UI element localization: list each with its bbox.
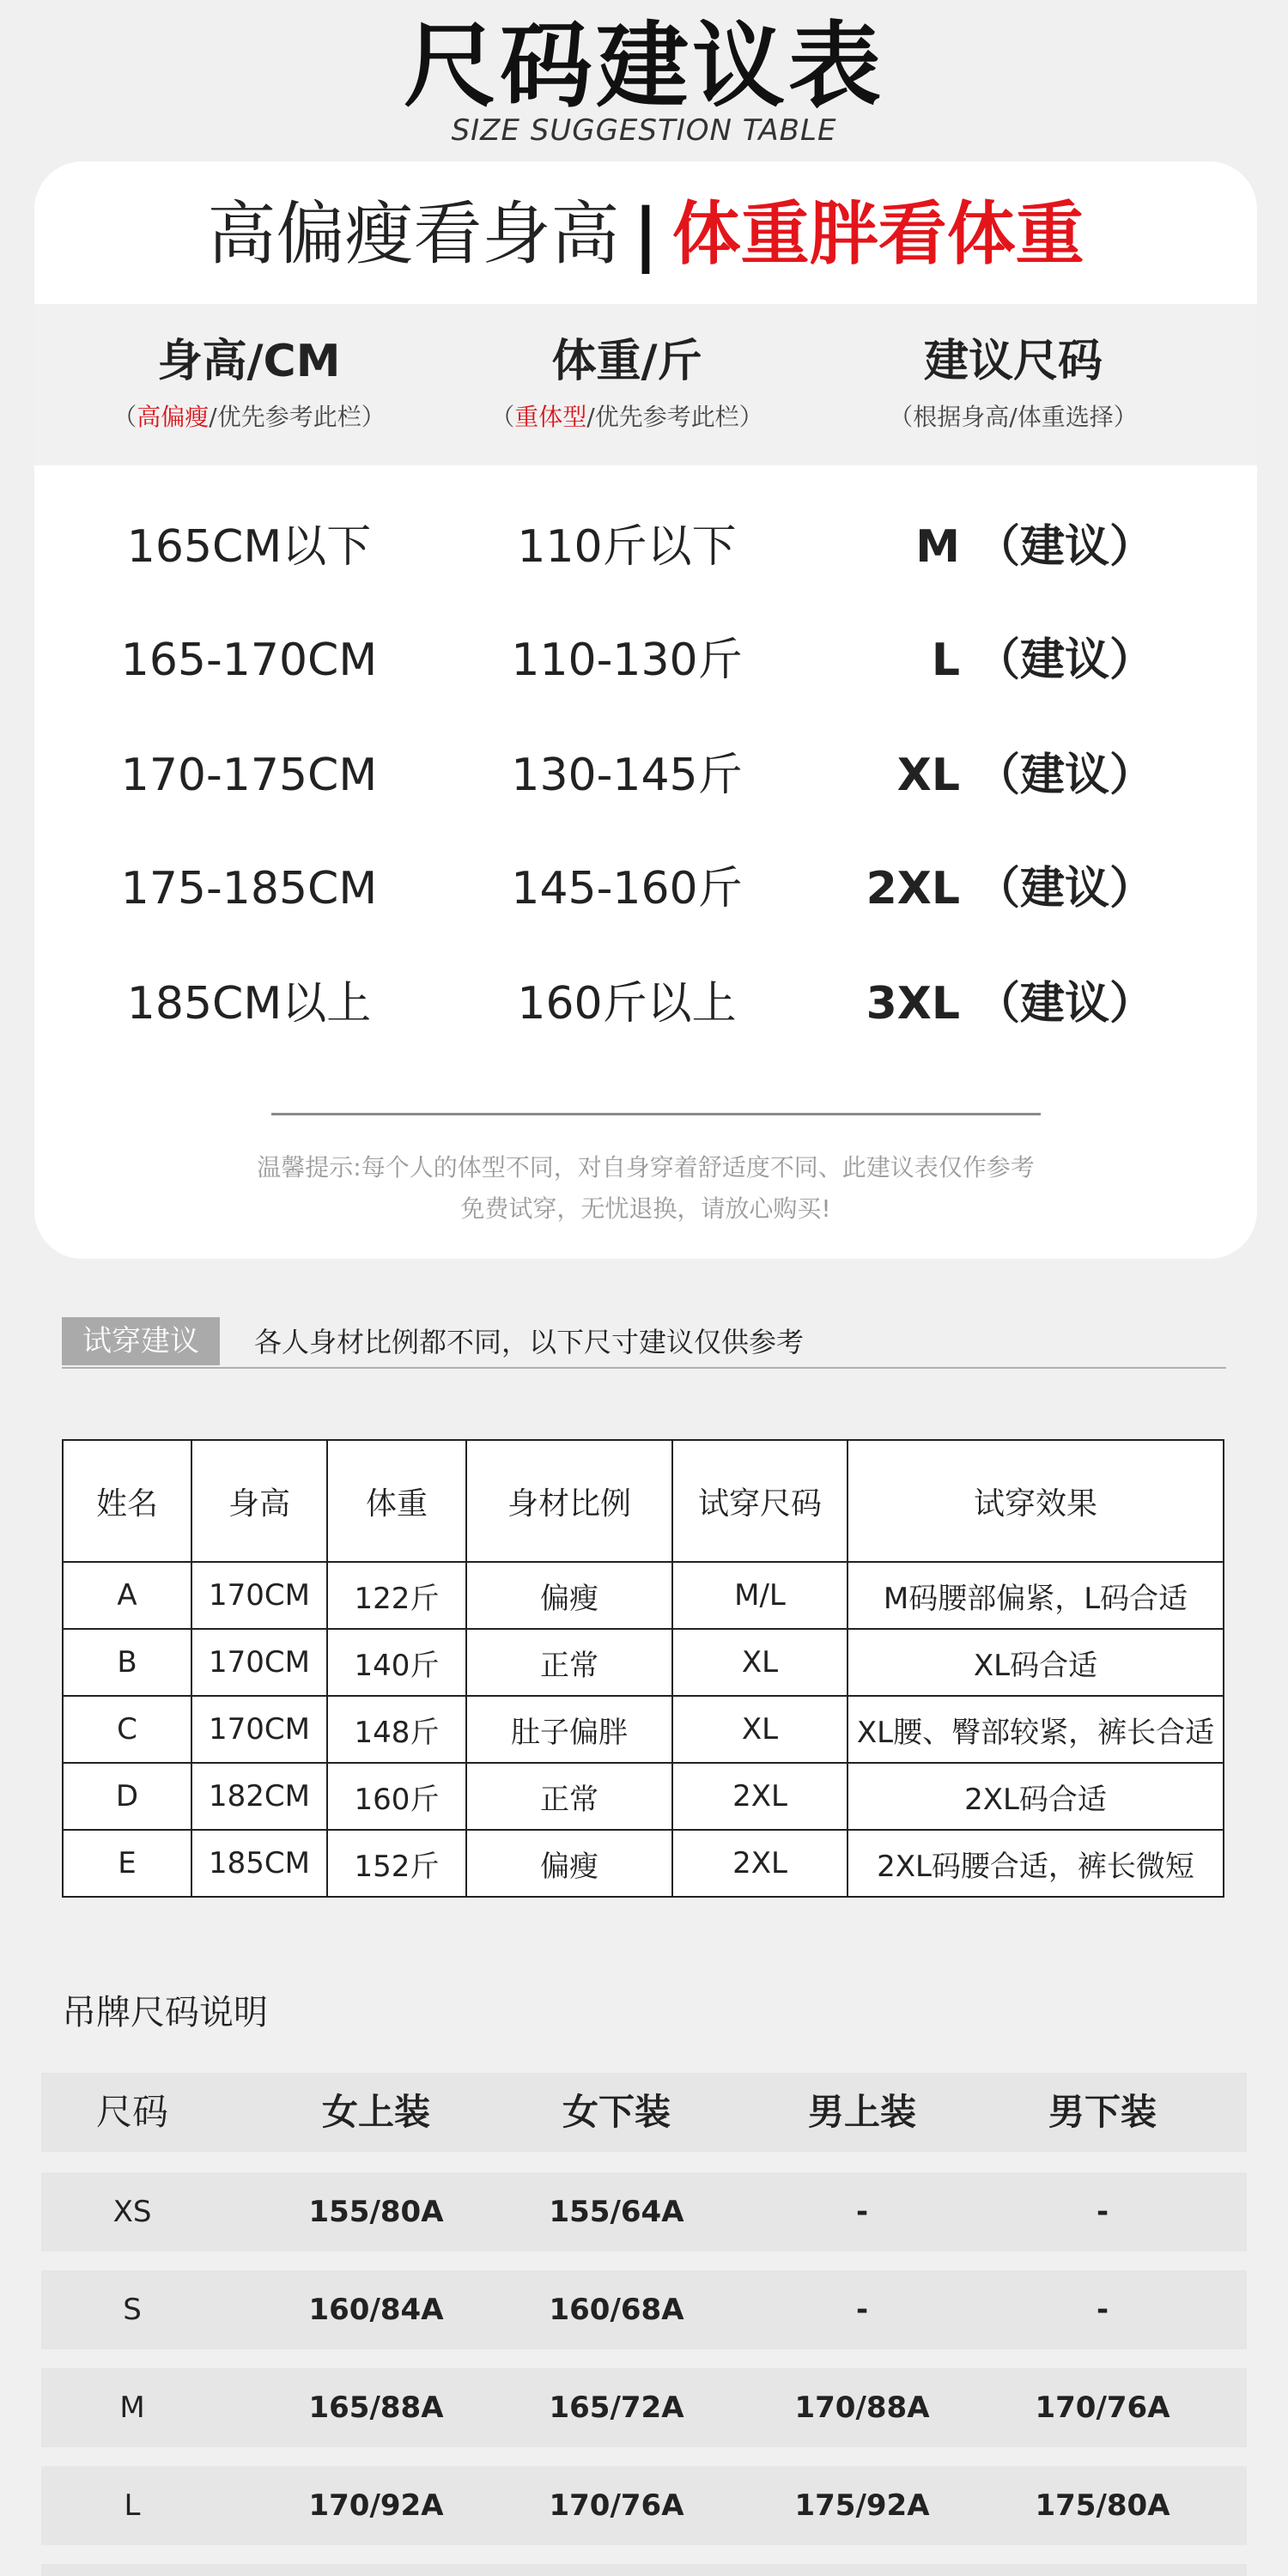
table-cell: - [1096,2293,1109,2327]
table-cell: L [124,2488,141,2523]
try-on-description: 各人身材比例都不同，以下尺寸建议仅供参考 [254,1326,805,1358]
column-header-size [824,333,1202,433]
table-cell: 肚子偏胖 [466,1696,672,1763]
table-cell: - [1096,2195,1109,2229]
table-cell: 160/68A [549,2293,684,2327]
table-cell: 170CM [191,1629,327,1696]
table-row [63,1830,1224,1897]
table-cell: 182CM [191,1763,327,1830]
header-cell: 身材比例 [466,1440,672,1562]
table-cell: 122斤 [327,1562,466,1629]
column-header-height [69,333,429,433]
size-cell: XL （建议） [896,750,1155,801]
table-cell: XL腰、臀部较紧，裤长合适 [848,1696,1224,1763]
table-cell: 正常 [466,1629,672,1696]
table-cell: 148斤 [327,1696,466,1763]
size-table-header [34,304,1257,465]
header-cell: 试穿尺码 [672,1440,848,1562]
table-cell: XL码合适 [848,1629,1224,1696]
tip-note-line1: 温馨提示:每个人的体型不同，对自身穿着舒适度不同、此建议表仅作参考 [257,1153,1035,1182]
table-cell: 175/80A [1035,2488,1170,2523]
weight-cell: 145-160斤 [511,863,743,914]
size-suggestion-card [34,161,1257,1259]
table-row [63,1629,1224,1696]
weight-cell: 160斤以上 [517,978,737,1030]
tag-size-row [41,2270,1247,2349]
size-row [34,965,1257,1042]
table-cell: D [63,1763,191,1830]
column-header-weight [447,333,807,433]
table-cell: 2XL码合适 [848,1763,1224,1830]
try-on-section-header [62,1317,1226,1369]
slogan-right: 体重胖看体重 [671,194,1084,274]
column-note: （高偏瘦/优先参考此栏） [112,403,386,431]
table-cell: 185CM [191,1830,327,1897]
size-row [34,850,1257,927]
table-cell: 偏瘦 [466,1830,672,1897]
page-header [0,0,1288,163]
try-on-header-row [63,1440,1224,1562]
column-note: （重体型/优先参考此栏） [490,403,763,431]
table-cell: 170/92A [308,2488,444,2523]
header-cell: 女上装 [321,2091,430,2133]
table-cell: E [63,1830,191,1897]
table-row [63,1562,1224,1629]
table-cell: 155/80A [308,2195,444,2229]
table-cell: C [63,1696,191,1763]
table-cell: - [855,2293,869,2327]
table-cell: 正常 [466,1763,672,1830]
size-cell: 3XL （建议） [866,978,1155,1030]
size-cell: M （建议） [915,521,1155,573]
column-title: 体重/斤 [551,336,702,387]
size-cell: 2XL （建议） [866,863,1155,914]
header-cell: 身高 [191,1440,327,1562]
header-cell: 男下装 [1048,2091,1157,2133]
header-cell: 女下装 [562,2091,671,2133]
table-cell: - [855,2195,869,2229]
tag-size-header-row [41,2073,1247,2152]
table-cell: 152斤 [327,1830,466,1897]
table-cell: M [119,2391,145,2425]
table-cell: A [63,1562,191,1629]
slogan-separator: | [633,194,659,274]
height-cell: 165-170CM [120,635,378,686]
size-row [34,737,1257,814]
try-on-tag: 试穿建议 [62,1317,220,1365]
table-cell: 170CM [191,1696,327,1763]
table-cell: 155/64A [549,2195,684,2229]
size-row [34,508,1257,586]
table-cell: M码腰部偏紧，L码合适 [848,1562,1224,1629]
table-cell: 170/88A [794,2391,930,2425]
table-cell: 160斤 [327,1763,466,1830]
table-cell: 175/92A [794,2488,930,2523]
header-cell: 试穿效果 [848,1440,1224,1562]
height-cell: 170-175CM [120,750,378,801]
tip-note-line2: 免费试穿，无忧退换，请放心购买! [460,1194,831,1223]
header-cell: 男上装 [807,2091,916,2133]
table-cell: 140斤 [327,1629,466,1696]
table-row [63,1763,1224,1830]
weight-cell: 110-130斤 [511,635,743,686]
try-on-table [62,1439,1224,1898]
page-title: 尺码建议表 [403,13,884,120]
table-cell: XL [672,1629,848,1696]
header-cell: 体重 [327,1440,466,1562]
table-cell: 2XL [672,1830,848,1897]
height-cell: 165CM以下 [126,521,372,573]
column-title: 建议尺码 [923,336,1103,387]
table-row [63,1696,1224,1763]
table-cell: 偏瘦 [466,1562,672,1629]
slogan [34,187,1257,282]
slogan-left: 高偏瘦看身高 [207,194,620,274]
divider [271,1113,1041,1115]
size-cell: L （建议） [931,635,1155,686]
weight-cell: 130-145斤 [511,750,743,801]
tag-size-row-partial [41,2564,1247,2576]
table-cell: 160/84A [308,2293,444,2327]
tag-size-row [41,2368,1247,2447]
weight-cell: 110斤以下 [517,521,737,573]
column-title: 身高/CM [157,336,341,387]
table-cell: XL [672,1696,848,1763]
page-subtitle: SIZE SUGGESTION TABLE [451,113,837,148]
table-cell: 2XL [672,1763,848,1830]
tag-size-title: 吊牌尺码说明 [62,1993,268,2032]
header-cell: 姓名 [63,1440,191,1562]
table-cell: B [63,1629,191,1696]
column-note: （根据身高/体重选择） [889,403,1138,431]
header-cell: 尺码 [95,2091,168,2133]
table-cell: 2XL码腰合适，裤长微短 [848,1830,1224,1897]
tag-size-row [41,2466,1247,2545]
height-cell: 175-185CM [120,863,378,914]
height-cell: 185CM以上 [126,978,372,1030]
table-cell: 170/76A [1035,2391,1170,2425]
table-cell: S [123,2293,142,2327]
table-cell: M/L [672,1562,848,1629]
table-cell: 165/72A [549,2391,684,2425]
size-row [34,622,1257,699]
table-cell: 170/76A [549,2488,684,2523]
table-cell: 170CM [191,1562,327,1629]
tag-size-row [41,2172,1247,2251]
table-cell: 165/88A [308,2391,444,2425]
table-cell: XS [112,2195,152,2229]
